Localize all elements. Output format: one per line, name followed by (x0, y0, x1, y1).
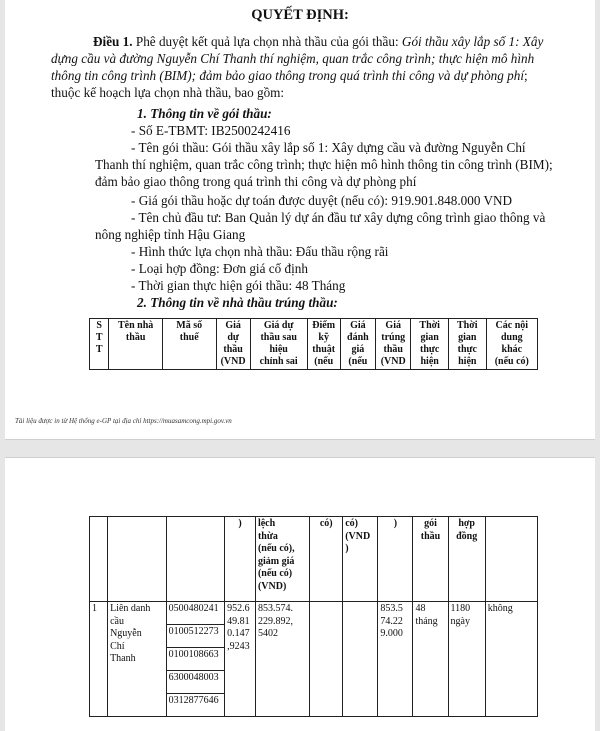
tax-code: 0312877646 (167, 693, 225, 716)
selection-method: - Hình thức lựa chọn nhà thầu: Đấu thầu rộng rãi (131, 244, 389, 259)
cell-stt (90, 602, 108, 717)
section-2-heading: 2. Thông tin về nhà thầu trúng thầu: (137, 295, 338, 310)
header-text: S T T (95, 320, 103, 355)
header-text: Giá dự thầu sau hiệu chỉnh sai (259, 320, 298, 367)
bid-price: 952.6 49.81 0.147 ,9243 (227, 603, 250, 652)
section-1-heading: 1. Thông tin về gói thầu: (137, 106, 272, 121)
article-package: Gói thầu xây lắp số 1: Xây dựng cầu và đường Nguyễn Chí Thanh thí nghiệm, quan trắc công trình; thực hiện mô hình thông tin công trình (BIM); đảm bảo giao thông trong quá trình thi công và dự phòng phí (51, 34, 544, 83)
col-other (486, 319, 537, 370)
col-package-time (411, 319, 449, 370)
contractor-table-header (89, 318, 538, 370)
col-stt (90, 319, 109, 370)
col-tax-code (162, 319, 216, 370)
header-text: ) (393, 518, 398, 529)
tax-code: 0100512273 (167, 624, 225, 647)
col-bid-price (216, 319, 250, 370)
tax-code: 0100108663 (167, 647, 225, 670)
header-text: Giá đánh giá (nếu (347, 320, 369, 367)
col-eval-price (340, 319, 375, 370)
document-page-1 (5, 0, 595, 440)
header-text: lệch thừa (nếu có), giảm giá (nếu có) (VND) (257, 518, 295, 592)
header-text: có) (VND ) (345, 518, 371, 554)
header-text: Thời gian thực hiện (457, 320, 478, 367)
duration: - Thời gian thực hiện gói thầu: 48 Tháng (131, 278, 346, 293)
article-1-paragraph (51, 33, 551, 101)
header-text: Tên nhà thầu (118, 320, 154, 343)
cell-eval-price (343, 602, 378, 717)
cell-win-head (378, 517, 413, 602)
other-content: không (487, 603, 513, 614)
cell-contract-time (448, 602, 485, 717)
investor: - Tên chủ đầu tư: Ban Quản lý dự án đầu tư xây dựng công trình giao thông và nông nghiệp tỉnh Hậu Giang (95, 210, 546, 242)
decision-title: QUYẾT ĐỊNH: (251, 7, 349, 23)
header-text: gói thầu (420, 518, 441, 542)
cell-package-time (413, 602, 448, 717)
header-text: có) (319, 518, 333, 529)
article-tail: ; thuộc kế hoạch lựa chọn nhà thầu, bao gồm: (51, 68, 528, 100)
header-text: hợp đồng (456, 518, 478, 542)
cell-bid-price (225, 602, 256, 717)
cell-eval-head (343, 517, 378, 602)
col-tech-score (307, 319, 340, 370)
cell-tax-head (166, 517, 225, 602)
cell-contract-time-head (448, 517, 485, 602)
cell-win-price (378, 602, 413, 717)
header-text: Giá trúng thầu (VND (380, 320, 406, 367)
tax-code: 0500480241 (168, 603, 219, 614)
cell-name-head (108, 517, 167, 602)
stt-value: 1 (92, 603, 97, 614)
notice-number: - Số E-TBMT: IB2500242416 (131, 123, 291, 138)
adjusted-price: 853.574. 229.892, 5402 (257, 603, 293, 639)
col-win-price (376, 319, 411, 370)
table-header-row-continued (90, 517, 538, 602)
header-text: Giá dự thầu (VND (220, 320, 246, 367)
document-page-2 (5, 457, 595, 731)
contract-type: - Loại hợp đồng: Đơn giá cố định (131, 261, 308, 276)
cell-tax-codes (166, 602, 225, 717)
cell-adjusted-price (255, 602, 309, 717)
cell-other-head (485, 517, 537, 602)
header-text: Điểm kỹ thuật (nếu (312, 320, 336, 367)
article-label: Điều 1. (93, 34, 133, 49)
win-price: 853.5 74.22 9.000 (380, 603, 403, 639)
col-contractor-name (109, 319, 163, 370)
table-row (90, 602, 538, 717)
cell-other (485, 602, 537, 717)
cell-package-time-head (413, 517, 448, 602)
cell-tech-score (310, 602, 343, 717)
contractor-table-continued (89, 516, 538, 717)
page-footer: Tài liệu được in từ Hệ thống e-GP tại địa chỉ https://muasamcong.mpi.gov.vn (15, 417, 232, 425)
cell-bid-head (225, 517, 256, 602)
header-text: Các nội dung khác (nếu có) (494, 320, 529, 367)
package-name: - Tên gói thầu: Gói thầu xây lắp số 1: Xây dựng cầu và đường Nguyễn Chí Thanh thí nghiệm, quan trắc công trình; thực hiện mô hình thông tin công trình (BIM); đảm bảo giao thông trong quá trình thi công và dự phòng phí (95, 140, 553, 189)
col-contract-time (448, 319, 486, 370)
table-header-row (90, 319, 538, 370)
package-price: - Giá gói thầu hoặc dự toán được duyệt (nếu có): 919.901.848.000 VND (131, 193, 513, 208)
cell-tech-head (310, 517, 343, 602)
contract-time: 1180 ngày (450, 603, 471, 627)
header-text: Thời gian thực hiện (419, 320, 440, 367)
contractor-name: Liên danh cầu Nguyễn Chí Thanh (110, 603, 151, 664)
cell-adjusted-head (255, 517, 309, 602)
cell-stt-head (90, 517, 108, 602)
col-adjusted-price (250, 319, 307, 370)
tax-code: 6300048003 (167, 670, 225, 693)
header-text: ) (238, 518, 242, 529)
package-time: 48 tháng (415, 603, 438, 627)
article-intro: Phê duyệt kết quả lựa chọn nhà thầu của gói thầu: (132, 34, 402, 49)
cell-contractor-name (108, 602, 167, 717)
header-text: Mã số thuế (176, 320, 203, 343)
